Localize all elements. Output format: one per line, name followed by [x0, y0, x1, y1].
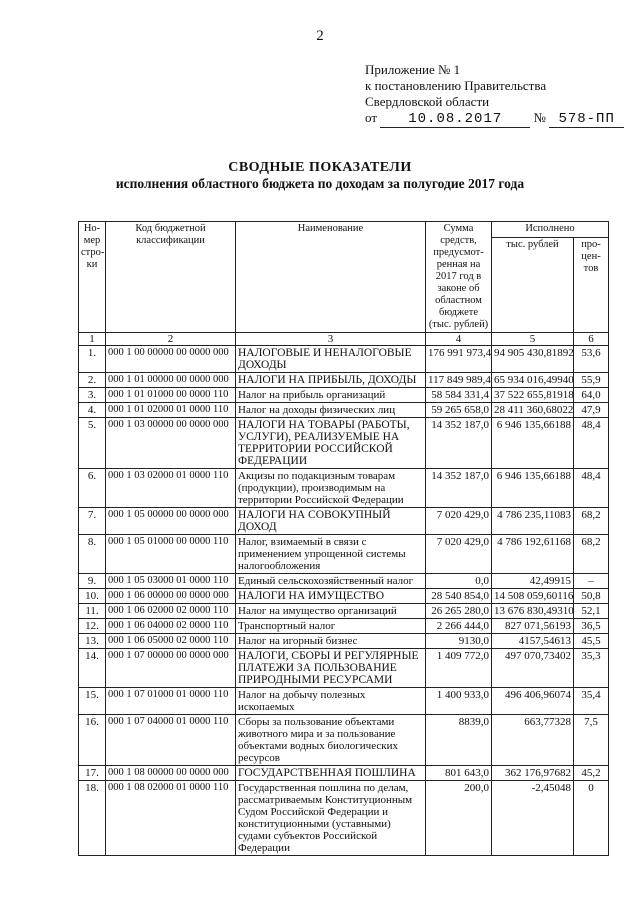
executed-percent: 53,6 — [574, 346, 609, 373]
header-executed-pct: про-цен-тов — [574, 238, 609, 333]
planned-amount: 8839,0 — [426, 715, 492, 766]
column-number-row — [79, 333, 609, 346]
executed-amount: 663,77328 — [492, 715, 574, 766]
column-number: 5 — [492, 333, 574, 346]
executed-amount: 14 508 059,60116 — [492, 589, 574, 604]
header-planned: Сумма средств, предусмот-ренная на 2017 год в законе об областном бюджете (тыс. рублей) — [426, 222, 492, 333]
column-number: 1 — [79, 333, 106, 346]
appendix-date-line — [365, 110, 624, 128]
header-name: Наименование — [236, 222, 426, 333]
item-name: НАЛОГИ НА СОВОКУПНЫЙ ДОХОД — [236, 508, 426, 535]
budget-code: 000 1 08 02000 01 0000 110 — [106, 781, 236, 856]
table-row — [79, 766, 609, 781]
budget-code: 000 1 05 00000 00 0000 000 — [106, 508, 236, 535]
planned-amount: 1 409 772,0 — [426, 649, 492, 688]
planned-amount: 2 266 444,0 — [426, 619, 492, 634]
executed-amount: 4 786 192,61168 — [492, 535, 574, 574]
executed-amount: 37 522 655,81918 — [492, 388, 574, 403]
row-number: 18. — [79, 781, 106, 856]
item-name: Транспортный налог — [236, 619, 426, 634]
table-row — [79, 388, 609, 403]
row-number: 4. — [79, 403, 106, 418]
row-number: 15. — [79, 688, 106, 715]
budget-code: 000 1 06 02000 02 0000 110 — [106, 604, 236, 619]
document-subtitle: исполнения областного бюджета по доходам за полугодие 2017 года — [115, 176, 525, 191]
row-number: 17. — [79, 766, 106, 781]
item-name: НАЛОГИ НА ПРИБЫЛЬ, ДОХОДЫ — [236, 373, 426, 388]
from-label: от — [365, 110, 378, 125]
planned-amount: 14 352 187,0 — [426, 469, 492, 508]
executed-percent: 47,9 — [574, 403, 609, 418]
row-number: 10. — [79, 589, 106, 604]
table-row — [79, 508, 609, 535]
item-name: Налог на имущество организаций — [236, 604, 426, 619]
table-row — [79, 649, 609, 688]
budget-code: 000 1 01 02000 01 0000 110 — [106, 403, 236, 418]
item-name: НАЛОГИ НА ТОВАРЫ (РАБОТЫ, УСЛУГИ), РЕАЛИЗУЕМЫЕ НА ТЕРРИТОРИИ РОССИЙСКОЙ ФЕДЕРАЦИИ — [236, 418, 426, 469]
item-name: Сборы за пользование объектами животного мира и за пользование объектами водных биологических ресурсов — [236, 715, 426, 766]
executed-percent: 50,8 — [574, 589, 609, 604]
budget-code: 000 1 03 02000 01 0000 110 — [106, 469, 236, 508]
row-number: 7. — [79, 508, 106, 535]
executed-percent: 7,5 — [574, 715, 609, 766]
budget-code: 000 1 05 03000 01 0000 110 — [106, 574, 236, 589]
executed-amount: 42,49915 — [492, 574, 574, 589]
budget-code: 000 1 06 05000 02 0000 110 — [106, 634, 236, 649]
header-executed-rub: тыс. рублей — [492, 238, 574, 333]
planned-amount: 14 352 187,0 — [426, 418, 492, 469]
table-row — [79, 781, 609, 856]
row-number: 8. — [79, 535, 106, 574]
budget-code: 000 1 06 00000 00 0000 000 — [106, 589, 236, 604]
budget-code: 000 1 06 04000 02 0000 110 — [106, 619, 236, 634]
row-number: 2. — [79, 373, 106, 388]
executed-amount: 827 071,56193 — [492, 619, 574, 634]
item-name: Единый сельскохозяйственный налог — [236, 574, 426, 589]
item-name: ГОСУДАРСТВЕННАЯ ПОШЛИНА — [236, 766, 426, 781]
planned-amount: 1 400 933,0 — [426, 688, 492, 715]
executed-percent: 36,5 — [574, 619, 609, 634]
executed-amount: 362 176,97682 — [492, 766, 574, 781]
executed-amount: 496 406,96074 — [492, 688, 574, 715]
executed-amount: 6 946 135,66188 — [492, 469, 574, 508]
row-number: 14. — [79, 649, 106, 688]
table-row — [79, 589, 609, 604]
item-name: Налог на доходы физических лиц — [236, 403, 426, 418]
table-row — [79, 373, 609, 388]
document-title: СВОДНЫЕ ПОКАЗАТЕЛИ — [228, 160, 412, 175]
planned-amount: 7 020 429,0 — [426, 508, 492, 535]
executed-amount: 497 070,73402 — [492, 649, 574, 688]
item-name: Налог на прибыль организаций — [236, 388, 426, 403]
executed-amount: -2,45048 — [492, 781, 574, 856]
column-number: 3 — [236, 333, 426, 346]
column-number: 6 — [574, 333, 609, 346]
header-row-number: Но-мер стро-ки — [79, 222, 106, 333]
planned-amount: 801 643,0 — [426, 766, 492, 781]
table-row — [79, 604, 609, 619]
executed-percent: 48,4 — [574, 469, 609, 508]
item-name: Государственная пошлина по делам, рассматриваемым Конституционным Судом Российской Федерации и конституционными (уставными) судами субъектов Российской Федерации — [236, 781, 426, 856]
executed-percent: – — [574, 574, 609, 589]
row-number: 1. — [79, 346, 106, 373]
decree-number: 578-ПП — [549, 111, 624, 128]
executed-amount: 4157,54613 — [492, 634, 574, 649]
executed-amount: 4 786 235,11083 — [492, 508, 574, 535]
budget-code: 000 1 03 00000 00 0000 000 — [106, 418, 236, 469]
budget-code: 000 1 00 00000 00 0000 000 — [106, 346, 236, 373]
table-row — [79, 574, 609, 589]
planned-amount: 176 991 973,4 — [426, 346, 492, 373]
appendix-line-3: Свердловской области — [365, 94, 490, 109]
item-name: Акцизы по подакцизным товарам (продукции), производимым на территории Российской Федерации — [236, 469, 426, 508]
executed-amount: 94 905 430,81892 — [492, 346, 574, 373]
item-name: Налог на игорный бизнес — [236, 634, 426, 649]
table-row — [79, 688, 609, 715]
executed-amount: 13 676 830,49310 — [492, 604, 574, 619]
item-name: НАЛОГОВЫЕ И НЕНАЛОГОВЫЕ ДОХОДЫ — [236, 346, 426, 373]
planned-amount: 0,0 — [426, 574, 492, 589]
executed-percent: 48,4 — [574, 418, 609, 469]
item-name: Налог на добычу полезных ископаемых — [236, 688, 426, 715]
row-number: 11. — [79, 604, 106, 619]
planned-amount: 26 265 280,0 — [426, 604, 492, 619]
executed-amount: 6 946 135,66188 — [492, 418, 574, 469]
planned-amount: 28 540 854,0 — [426, 589, 492, 604]
executed-percent: 45,5 — [574, 634, 609, 649]
planned-amount: 59 265 658,0 — [426, 403, 492, 418]
item-name: НАЛОГИ, СБОРЫ И РЕГУЛЯРНЫЕ ПЛАТЕЖИ ЗА ПОЛЬЗОВАНИЕ ПРИРОДНЫМИ РЕСУРСАМИ — [236, 649, 426, 688]
appendix-line-1: Приложение № 1 — [365, 62, 461, 77]
planned-amount: 58 584 331,4 — [426, 388, 492, 403]
appendix-block — [365, 62, 624, 128]
budget-code: 000 1 07 01000 01 0000 110 — [106, 688, 236, 715]
table-row — [79, 634, 609, 649]
column-number: 4 — [426, 333, 492, 346]
executed-percent: 68,2 — [574, 508, 609, 535]
executed-percent: 68,2 — [574, 535, 609, 574]
budget-code: 000 1 01 01000 00 0000 110 — [106, 388, 236, 403]
header-executed: Исполнено — [492, 222, 609, 238]
row-number: 6. — [79, 469, 106, 508]
planned-amount: 7 020 429,0 — [426, 535, 492, 574]
executed-percent: 35,3 — [574, 649, 609, 688]
executed-percent: 52,1 — [574, 604, 609, 619]
planned-amount: 117 849 989,4 — [426, 373, 492, 388]
decree-date: 10.08.2017 — [380, 111, 530, 128]
executed-percent: 64,0 — [574, 388, 609, 403]
row-number: 3. — [79, 388, 106, 403]
budget-code: 000 1 07 04000 01 0000 110 — [106, 715, 236, 766]
row-number: 12. — [79, 619, 106, 634]
table-row — [79, 418, 609, 469]
executed-percent: 55,9 — [574, 373, 609, 388]
table-row — [79, 535, 609, 574]
row-number: 16. — [79, 715, 106, 766]
executed-percent: 35,4 — [574, 688, 609, 715]
executed-percent: 45,2 — [574, 766, 609, 781]
planned-amount: 9130,0 — [426, 634, 492, 649]
row-number: 5. — [79, 418, 106, 469]
budget-code: 000 1 07 00000 00 0000 000 — [106, 649, 236, 688]
executed-percent: 0 — [574, 781, 609, 856]
table-row — [79, 469, 609, 508]
page-number: 2 — [316, 28, 324, 44]
table-row — [79, 619, 609, 634]
table-row — [79, 715, 609, 766]
planned-amount: 200,0 — [426, 781, 492, 856]
item-name: Налог, взимаемый в связи с применением упрощенной системы налогообложения — [236, 535, 426, 574]
budget-code: 000 1 01 00000 00 0000 000 — [106, 373, 236, 388]
item-name: НАЛОГИ НА ИМУЩЕСТВО — [236, 589, 426, 604]
row-number: 9. — [79, 574, 106, 589]
budget-code: 000 1 08 00000 00 0000 000 — [106, 766, 236, 781]
budget-code: 000 1 05 01000 00 0000 110 — [106, 535, 236, 574]
executed-amount: 28 411 360,68022 — [492, 403, 574, 418]
appendix-line-2: к постановлению Правительства — [365, 78, 547, 93]
row-number: 13. — [79, 634, 106, 649]
number-label: № — [533, 110, 546, 125]
budget-table — [78, 221, 609, 856]
table-row — [79, 346, 609, 373]
column-number: 2 — [106, 333, 236, 346]
executed-amount: 65 934 016,49940 — [492, 373, 574, 388]
table-row — [79, 403, 609, 418]
header-code: Код бюджетной классификации — [106, 222, 236, 333]
